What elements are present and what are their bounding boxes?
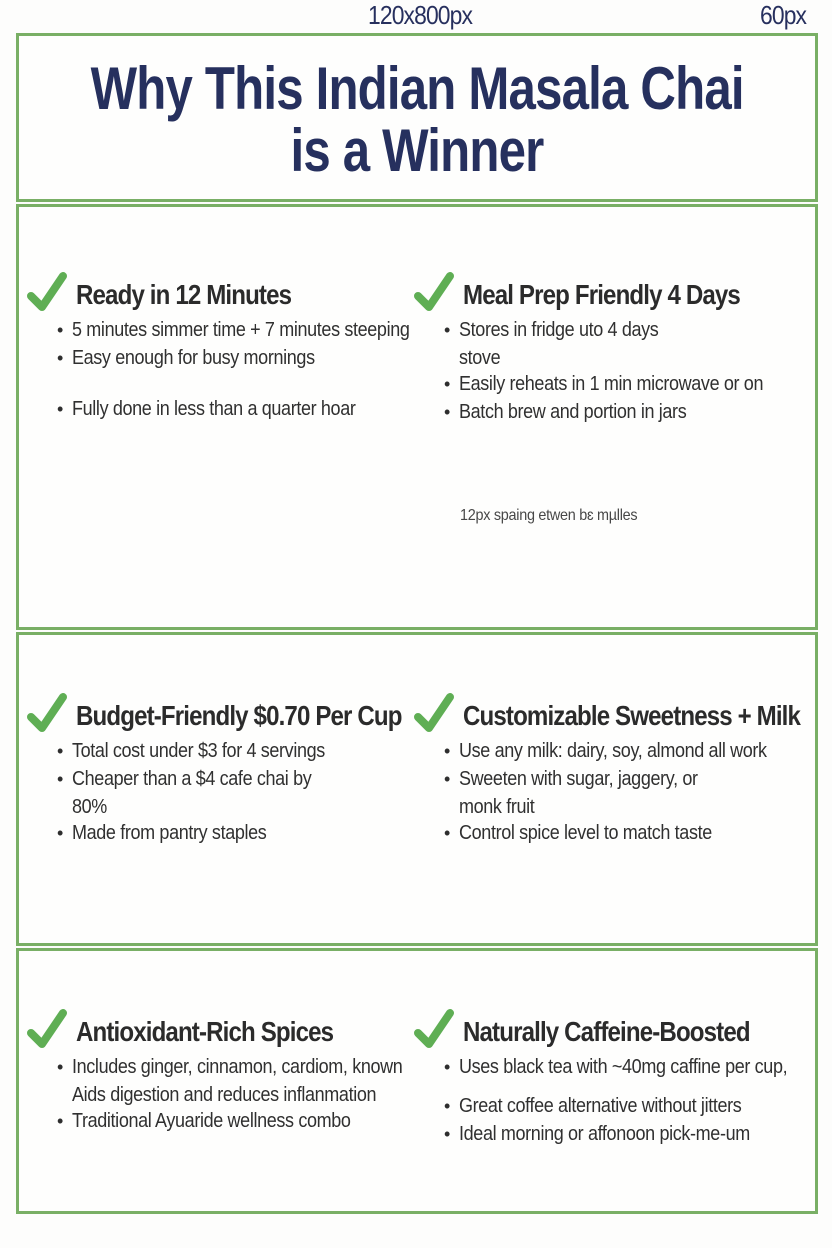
bullet-item-continuation <box>57 794 412 820</box>
bullet-text: Ideal morning or affonoon pick-me-um <box>459 1123 750 1145</box>
bullet-text: Uses black tea with ~40mg caffine per cup, <box>459 1056 788 1078</box>
bullet-text: Includes ginger, cinnamon, cardiom, known <box>72 1056 403 1078</box>
bullet-text: Great coffee alternative without jitters <box>459 1095 742 1117</box>
title-box <box>16 33 818 202</box>
bullet-dot <box>444 345 459 371</box>
section-antiox <box>25 1007 412 1149</box>
bullet-dot <box>444 317 459 345</box>
bullet-item <box>57 1054 412 1082</box>
bullet-item <box>57 766 412 794</box>
bullet-dot <box>444 766 459 794</box>
bullet-item <box>444 766 815 794</box>
spacing-annotation: 12px spaing etwen bɛ mµlles <box>460 507 638 524</box>
section-custom <box>412 691 815 848</box>
checkmark-icon <box>25 1007 69 1051</box>
bullet-text: Aids digestion and reduces inflanmation <box>72 1084 377 1106</box>
bullet-item <box>444 1093 815 1121</box>
bullet-dot <box>57 1082 72 1108</box>
bullet-item <box>57 345 412 373</box>
bullet-dot <box>444 1121 459 1149</box>
bullet-text: stove <box>459 347 501 369</box>
bullet-dot <box>444 1093 459 1121</box>
bullet-dot <box>57 820 72 848</box>
checkmark-icon <box>25 270 69 314</box>
section-mealprep <box>412 270 815 427</box>
bullet-dot <box>444 738 459 766</box>
bullet-item <box>444 820 815 848</box>
bullet-text: 5 minutes simmer time + 7 minutes steeping <box>72 319 410 341</box>
bullet-dot <box>57 1108 72 1136</box>
section-heading: Budget-Friendly $0.70 Per Cup <box>76 700 402 731</box>
bullet-text: Cheaper than a $4 cafe chai by <box>72 768 312 790</box>
benefits-box-middle <box>16 632 818 946</box>
bullet-text: 80% <box>72 796 107 818</box>
bullet-item-continuation <box>444 794 815 820</box>
dimension-label-right: 60px <box>760 0 807 30</box>
bullet-text: monk fruit <box>459 796 535 818</box>
bullet-item <box>57 820 412 848</box>
bullet-item <box>444 1121 815 1149</box>
bullet-text: Use any milk: dairy, soy, almond all work <box>459 740 767 762</box>
bullet-dot <box>57 1054 72 1082</box>
section-heading: Antioxidant-Rich Spices <box>76 1016 334 1047</box>
section-caffeine <box>412 1007 815 1149</box>
bullet-text: Made from pantry staples <box>72 822 267 844</box>
bullet-dot <box>57 396 72 424</box>
bullet-item <box>57 1108 412 1136</box>
bullet-item <box>444 317 815 345</box>
bullet-text: Traditional Ayuaride wellness combo <box>72 1110 351 1132</box>
page-title-line2: is a Winner <box>290 117 544 184</box>
section-budget <box>25 691 412 848</box>
bullet-item <box>444 399 815 427</box>
bullet-text: Fully done in less than a quarter hoar <box>72 398 356 420</box>
bullet-item <box>57 317 412 345</box>
checkmark-icon <box>412 270 456 314</box>
bullet-item <box>444 371 815 399</box>
checkmark-icon <box>25 691 69 735</box>
bullet-text: Control spice level to match taste <box>459 822 712 844</box>
bullet-dot <box>444 371 459 399</box>
section-ready <box>25 270 412 427</box>
checkmark-icon <box>412 691 456 735</box>
dimension-label-center: 120x800px <box>368 0 473 30</box>
bullet-item-continuation <box>444 345 815 371</box>
bullet-item <box>57 738 412 766</box>
bullet-dot <box>444 399 459 427</box>
benefits-box-bottom <box>16 948 818 1214</box>
bullet-dot <box>57 345 72 373</box>
bullet-dot <box>57 794 72 820</box>
bullet-dot <box>57 766 72 794</box>
bullet-text: Easily reheats in 1 min microwave or on <box>459 373 764 395</box>
section-heading: Naturally Caffeine-Boosted <box>463 1016 750 1047</box>
bullet-text: Total cost under $3 for 4 servings <box>72 740 325 762</box>
bullet-dot <box>444 794 459 820</box>
bullet-item <box>444 1054 815 1082</box>
bullet-text: Sweeten with sugar, jaggery, or <box>459 768 698 790</box>
bullet-dot <box>444 820 459 848</box>
section-heading: Customizable Sweetness + Milk <box>463 700 801 731</box>
benefits-box-top <box>16 204 818 630</box>
bullet-dot <box>57 317 72 345</box>
bullet-text: Easy enough for busy mornings <box>72 347 315 369</box>
bullet-text: Batch brew and portion in jars <box>459 401 687 423</box>
section-heading: Ready in 12 Minutes <box>76 279 292 310</box>
page-title-line1: Why This Indian Masala Chai <box>90 55 744 122</box>
section-heading: Meal Prep Friendly 4 Days <box>463 279 740 310</box>
bullet-dot <box>57 738 72 766</box>
checkmark-icon <box>412 1007 456 1051</box>
bullet-item-continuation <box>57 1082 412 1108</box>
bullet-text: Stores in fridge uto 4 days <box>459 319 659 341</box>
bullet-item <box>444 738 815 766</box>
bullet-item <box>57 396 412 424</box>
bullet-dot <box>444 1054 459 1082</box>
